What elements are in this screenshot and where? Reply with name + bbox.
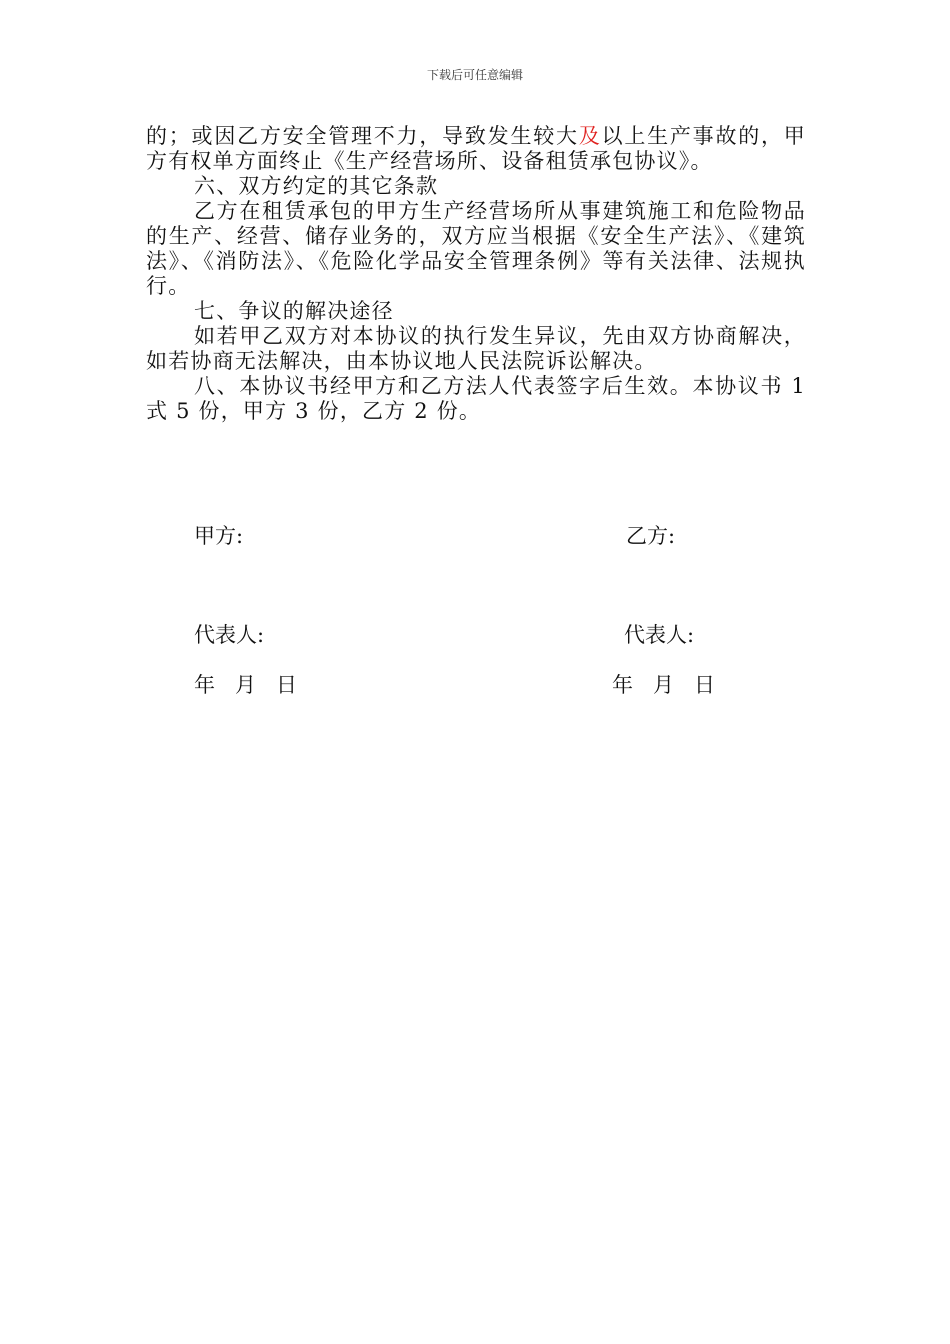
representative-b-label: 代表人:: [624, 623, 695, 647]
paragraph-termination: [146, 124, 806, 174]
section-6-title: 六、双方约定的其它条款: [194, 174, 439, 198]
section-8-text: 八、本协议书经甲方和乙方法人代表签字后生效。本协议书 1 式 5 份，甲方 3 份，乙方 2 份。: [146, 374, 806, 423]
page-header: 下载后可任意编辑: [426, 68, 523, 82]
section-7-title: 七、争议的解决途径: [194, 299, 394, 323]
section-7-text: 如若甲乙双方对本协议的执行发生异议，先由双方协商解决，如若协商无法解决，由本协议地人民法院诉讼解决。: [146, 324, 806, 373]
highlighted-word: 及: [578, 124, 602, 148]
party-b-label: 乙方:: [626, 524, 676, 548]
representative-a-label: 代表人:: [194, 623, 265, 647]
party-a-label: 甲方:: [194, 524, 244, 548]
paragraph-termination-end: 以上生产事故的，甲方有权单方面终止《生产经营场所、设备租赁承包协议》。: [146, 124, 806, 173]
paragraph-termination-start: 的；或因乙方安全管理不力，导致发生较大: [146, 124, 579, 148]
date-b-label: 年 月 日: [612, 673, 716, 697]
agreement-body: [146, 124, 806, 424]
date-a-label: 年 月 日: [194, 673, 298, 697]
section-6-text: 乙方在租赁承包的甲方生产经营场所从事建筑施工和危险物品的生产、经营、储存业务的，双方应当根据《安全生产法》、《建筑法》、《消防法》、《危险化学品安全管理条例》等有关法律、法规执行。: [146, 199, 806, 298]
